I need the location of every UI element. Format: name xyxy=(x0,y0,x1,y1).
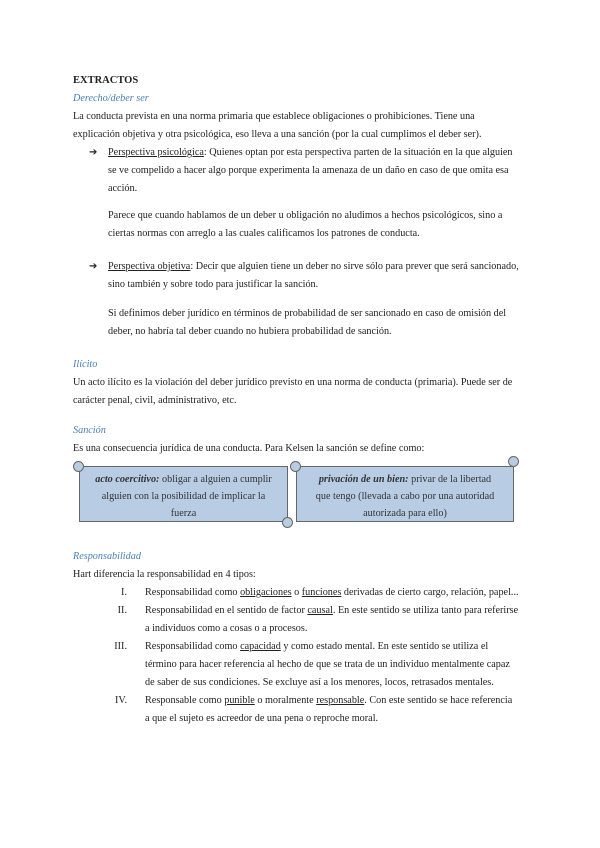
term-acto-coercitivo: acto coercitivo: xyxy=(95,474,160,485)
heading-ilicito: Ilícito xyxy=(73,359,98,370)
ilicito-line-2: carácter penal, civil, administrativo, etc. xyxy=(73,395,237,406)
list-item: Responsabilidad como obligaciones o funciones derivadas de cierto cargo, relación, papel... xyxy=(145,587,519,598)
list-item-number: III. xyxy=(114,641,127,652)
bullet1-para-line-2: ciertas normas con arreglo a las cuales calificamos los patrones de conducta. xyxy=(108,228,420,239)
arrow-bullet-icon: ➔ xyxy=(89,261,98,272)
responsabilidad-intro: Hart diferencia la responsabilidad en 4 tipos: xyxy=(73,569,256,580)
list-item-continuation: de saber de sus condiciones. Se excluye así a los menores, locos, retrasados mentales. xyxy=(145,677,494,688)
document-title: EXTRACTOS xyxy=(73,75,139,86)
scroll-box-acto-coercitivo: acto coercitivo: obligar a alguien a cumplir alguien con la posibilidad de implicar la fuerza xyxy=(79,466,288,522)
scroll-box-privacion-de-un-bien: privación de un bien: privar de la libertad que tengo (llevada a cabo por una autoridad autorizada para ello) xyxy=(296,466,514,522)
scroll-curl-decoration xyxy=(290,461,301,472)
scroll-curl-decoration xyxy=(282,517,293,528)
intro-line-1: La conducta prevista en una norma primaria que establece obligaciones o prohibiciones. Tiene una xyxy=(73,111,475,122)
bullet2-line-1: Perspectiva objetiva: Decir que alguien tiene un deber no sirve sólo para prever que será sancionado, xyxy=(108,261,519,272)
list-item-number: II. xyxy=(117,605,127,616)
list-item-number: IV. xyxy=(115,695,127,706)
bullet1-line-2: se ve compelido a hacer algo porque experimenta la amenaza de un daño en caso de que omita esa xyxy=(108,165,509,176)
heading-responsabilidad: Responsabilidad xyxy=(73,551,141,562)
scroll-curl-decoration xyxy=(508,456,519,467)
term-perspectiva-psicologica: Perspectiva psicológica xyxy=(108,147,204,158)
list-item-continuation: término para hacer referencia al hecho de que se trata de un individuo mentalmente capaz xyxy=(145,659,510,670)
bullet1-line-1: Perspectiva psicológica: Quienes optan por esta perspectiva parten de la situación en la que alguien xyxy=(108,147,513,158)
term-perspectiva-objetiva: Perspectiva objetiva xyxy=(108,261,191,272)
bullet1-line-3: acción. xyxy=(108,183,138,194)
list-item: Responsabilidad como capacidad y como estado mental. En este sentido se utiliza el xyxy=(145,641,489,652)
list-item: Responsable como punible o moralmente responsable. Con este sentido se hace referencia xyxy=(145,695,513,706)
list-item: Responsabilidad en el sentido de factor causal. En este sentido se utiliza tanto para referirse xyxy=(145,605,519,616)
bullet2-line-2: sino también y sobre todo para justificar la sanción. xyxy=(108,279,319,290)
list-item-continuation: a individuos como a cosas o a procesos. xyxy=(145,623,308,634)
scroll-curl-decoration xyxy=(73,461,84,472)
ilicito-line-1: Un acto ilícito es la violación del deber jurídico previsto en una norma de conducta (primaria). Puede ser de xyxy=(73,377,513,388)
intro-line-2: explicación objetiva y otra psicológica, eso lleva a una sanción (por la cual cumplimos el deber ser). xyxy=(73,129,482,140)
heading-sancion: Sanción xyxy=(73,425,106,436)
list-item-number: I. xyxy=(121,587,127,598)
heading-derecho-deber-ser: Derecho/deber ser xyxy=(73,93,149,104)
term-privacion-de-un-bien: privación de un bien: xyxy=(318,474,409,485)
arrow-bullet-icon: ➔ xyxy=(89,147,98,158)
bullet2-para-line-2: deber, no habría tal deber cuando no hubiera probabilidad de sanción. xyxy=(108,326,392,337)
list-item-continuation: a que el sujeto es acreedor de una pena o reproche moral. xyxy=(145,713,379,724)
bullet2-para-line-1: Si definimos deber jurídico en términos de probabilidad de ser sancionado en caso de omisión del xyxy=(108,308,507,319)
sancion-line-1: Es una consecuencia jurídica de una conducta. Para Kelsen la sanción se define como: xyxy=(73,443,425,454)
bullet1-para-line-1: Parece que cuando hablamos de un deber u obligación no aludimos a hechos psicológicos, sino a xyxy=(108,210,503,221)
